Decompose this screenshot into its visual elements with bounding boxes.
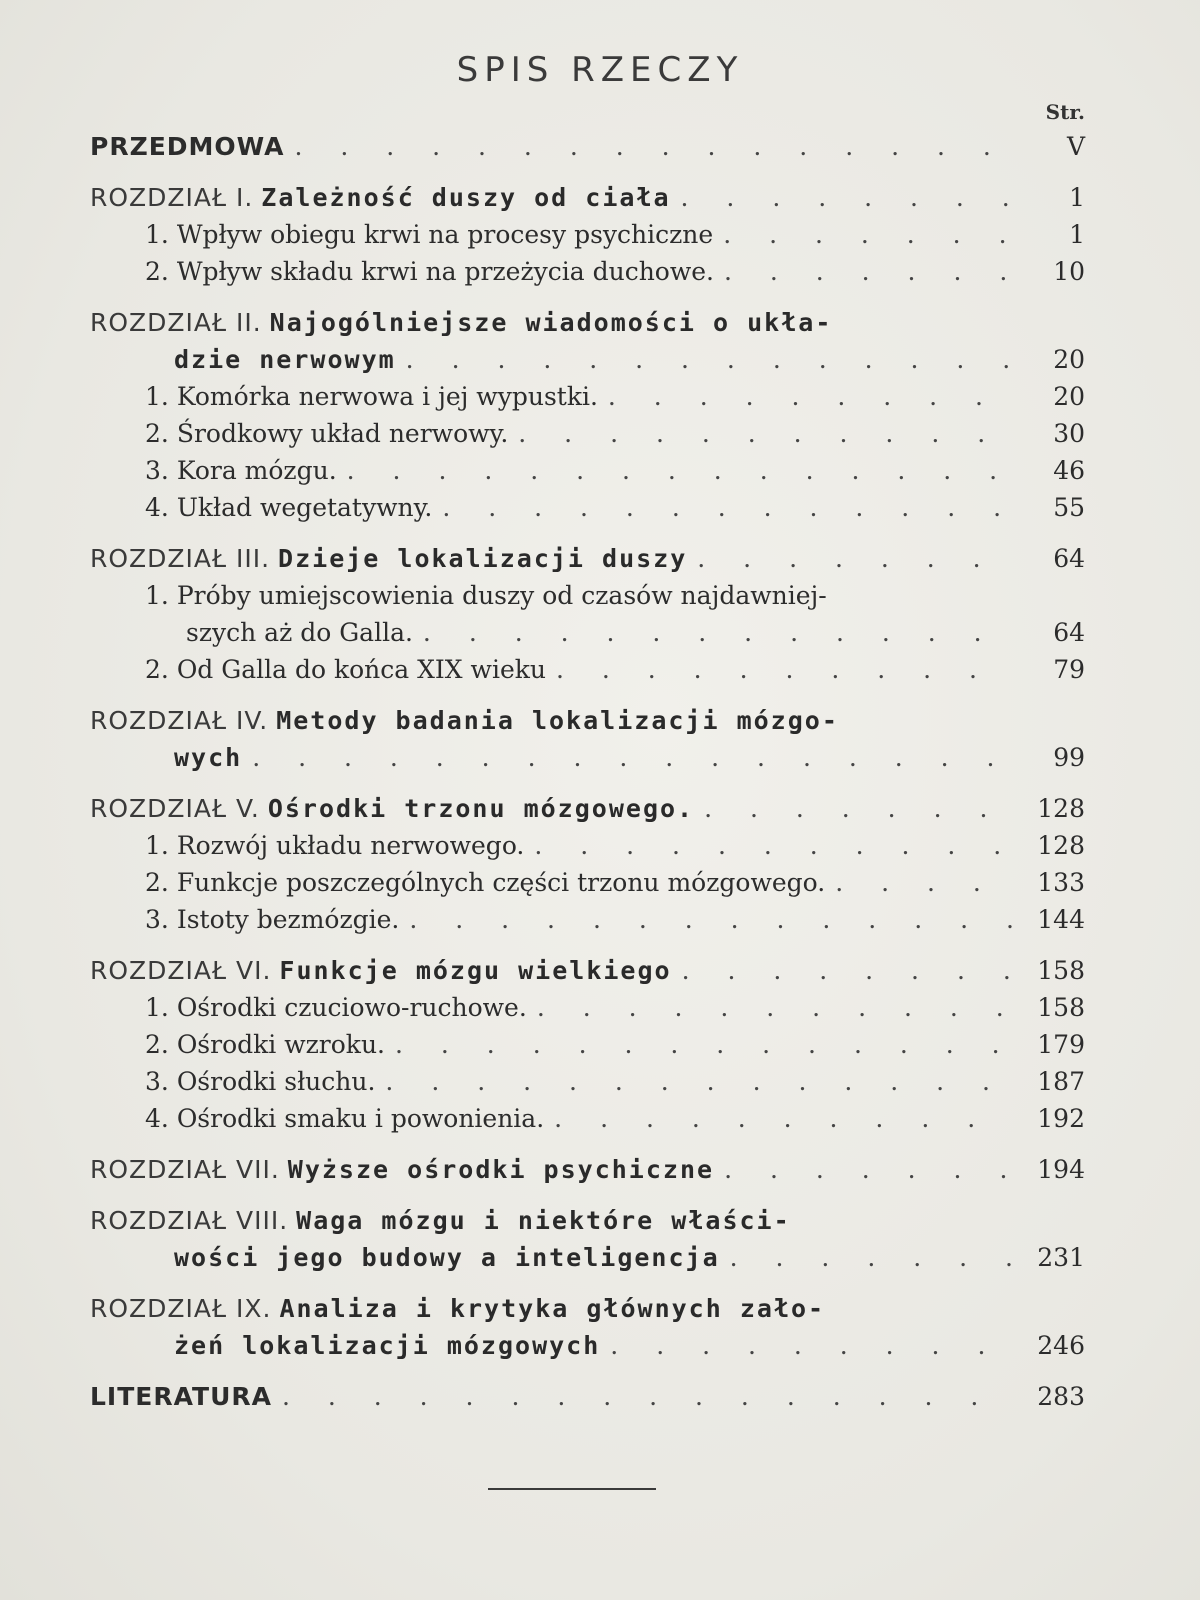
chapter-title: Zależność duszy od ciała xyxy=(261,183,671,212)
chapter-title: Dzieje lokalizacji duszy xyxy=(278,544,688,573)
closing-rule xyxy=(488,1488,656,1490)
dot-leader xyxy=(724,1151,1013,1188)
toc-chapter-9-cont xyxy=(90,1327,1085,1364)
section-title: Wpływ składu krwi na przeżycia duchowe. xyxy=(176,257,714,286)
section-number: 3. xyxy=(145,905,169,934)
dot-leader xyxy=(252,739,1013,776)
dot-leader xyxy=(395,1026,1013,1063)
toc-entry-preface xyxy=(90,128,1085,165)
section-title: Wpływ obiegu krwi na procesy psychiczne xyxy=(176,220,714,249)
chapter-label: ROZDZIAŁ IX. xyxy=(90,1294,272,1323)
section-page: 133 xyxy=(1037,868,1085,897)
toc-section xyxy=(90,1063,1085,1100)
section-number: 3. xyxy=(145,1067,169,1096)
chapter-page: 158 xyxy=(1037,956,1085,985)
toc-chapter-5 xyxy=(90,790,1085,827)
section-number: 1. xyxy=(145,382,169,411)
section-page: 55 xyxy=(1053,493,1085,522)
dot-leader xyxy=(385,1063,1013,1100)
section-page: 128 xyxy=(1037,831,1085,860)
dot-leader xyxy=(723,216,1013,253)
dot-leader xyxy=(409,901,1013,938)
chapter-page: 128 xyxy=(1037,794,1085,823)
section-page: 1 xyxy=(1069,220,1085,249)
chapter-title: Wyższe ośrodki psychiczne xyxy=(287,1155,715,1184)
section-page: 144 xyxy=(1037,905,1085,934)
dot-leader xyxy=(704,790,1013,827)
toc-section xyxy=(90,901,1085,938)
chapter-page: 20 xyxy=(1053,345,1085,374)
preface-label: PRZEDMOWA xyxy=(90,132,285,161)
chapter-label: ROZDZIAŁ VII. xyxy=(90,1155,280,1184)
section-title: Ośrodki wzroku. xyxy=(176,1030,386,1059)
chapter-page: 99 xyxy=(1053,743,1085,772)
page-title: SPIS RZECZY xyxy=(456,50,744,90)
chapter-page: 246 xyxy=(1037,1331,1085,1360)
table-of-contents xyxy=(90,128,1085,1415)
section-page: 46 xyxy=(1053,456,1085,485)
chapter-label: ROZDZIAŁ III. xyxy=(90,544,271,573)
literature-label: LITERATURA xyxy=(90,1382,272,1411)
literature-page: 283 xyxy=(1037,1382,1085,1411)
chapter-page: 1 xyxy=(1069,183,1085,212)
section-page: 64 xyxy=(1053,618,1085,647)
toc-chapter-7 xyxy=(90,1151,1085,1188)
toc-section xyxy=(90,1026,1085,1063)
toc-entry-literature xyxy=(90,1378,1085,1415)
section-title: Kora mózgu. xyxy=(176,456,337,485)
section-title: Ośrodki smaku i powonienia. xyxy=(176,1104,545,1133)
section-page: 179 xyxy=(1037,1030,1085,1059)
dot-leader xyxy=(556,651,1013,688)
toc-section xyxy=(90,452,1085,489)
section-page: 192 xyxy=(1037,1104,1085,1133)
toc-section xyxy=(90,827,1085,864)
dot-leader xyxy=(730,1239,1013,1276)
section-number: 2. xyxy=(145,419,169,448)
toc-chapter-9 xyxy=(90,1290,1085,1327)
toc-section xyxy=(90,989,1085,1026)
chapter-title: Najogólniejsze wiadomości o ukła- xyxy=(269,308,833,337)
section-title-cont: szych aż do Galla. xyxy=(186,618,413,647)
section-page: 10 xyxy=(1053,257,1085,286)
dot-leader xyxy=(534,827,1013,864)
section-title: Ośrodki słuchu. xyxy=(176,1067,376,1096)
section-number: 2. xyxy=(145,257,169,286)
section-title: Próby umiejscowienia duszy od czasów najdawniej- xyxy=(176,581,827,610)
toc-chapter-8-cont xyxy=(90,1239,1085,1276)
section-title: Układ wegetatywny. xyxy=(176,493,433,522)
section-number: 1. xyxy=(145,220,169,249)
toc-chapter-2-cont xyxy=(90,341,1085,378)
dot-leader xyxy=(724,253,1013,290)
dot-leader xyxy=(697,540,1013,577)
dot-leader xyxy=(282,1378,1013,1415)
preface-page: V xyxy=(1066,132,1085,161)
toc-section xyxy=(90,216,1085,253)
chapter-title-cont: dzie nerwowym xyxy=(174,345,396,374)
section-page: 158 xyxy=(1037,993,1085,1022)
toc-section xyxy=(90,415,1085,452)
dot-leader xyxy=(347,452,1013,489)
chapter-label: ROZDZIAŁ I. xyxy=(90,183,254,212)
section-title: Rozwój układu nerwowego. xyxy=(176,831,525,860)
chapter-label: ROZDZIAŁ V. xyxy=(90,794,260,823)
section-title: Funkcje poszczególnych części trzonu mózgowego. xyxy=(176,868,826,897)
dot-leader xyxy=(835,864,1013,901)
dot-leader xyxy=(442,489,1013,526)
section-number: 1. xyxy=(145,993,169,1022)
chapter-page: 194 xyxy=(1037,1155,1085,1184)
dot-leader xyxy=(406,341,1013,378)
section-number: 2. xyxy=(145,655,169,684)
chapter-label: ROZDZIAŁ VI. xyxy=(90,956,272,985)
chapter-label: ROZDZIAŁ II. xyxy=(90,308,262,337)
section-number: 4. xyxy=(145,493,169,522)
section-number: 4. xyxy=(145,1104,169,1133)
dot-leader xyxy=(608,378,1013,415)
chapter-label: ROZDZIAŁ IV. xyxy=(90,706,269,735)
chapter-title: Analiza i krytyka głównych zało- xyxy=(279,1294,826,1323)
toc-chapter-6 xyxy=(90,952,1085,989)
dot-leader xyxy=(518,415,1013,452)
chapter-title: Metody badania lokalizacji mózgo- xyxy=(276,706,839,735)
chapter-title: Waga mózgu i niektóre właści- xyxy=(296,1206,791,1235)
toc-chapter-2 xyxy=(90,304,1085,341)
section-title: Środkowy układ nerwowy. xyxy=(176,419,509,448)
section-number: 3. xyxy=(145,456,169,485)
section-number: 2. xyxy=(145,1030,169,1059)
section-page: 20 xyxy=(1053,382,1085,411)
toc-chapter-8 xyxy=(90,1202,1085,1239)
dot-leader xyxy=(423,614,1013,651)
section-number: 1. xyxy=(145,581,169,610)
section-title: Od Galla do końca XIX wieku xyxy=(176,655,546,684)
dot-leader xyxy=(554,1100,1013,1137)
dot-leader xyxy=(681,179,1013,216)
toc-section xyxy=(90,378,1085,415)
toc-section xyxy=(90,1100,1085,1137)
chapter-page: 64 xyxy=(1053,544,1085,573)
chapter-title-cont: wych xyxy=(174,743,243,772)
section-page: 79 xyxy=(1053,655,1085,684)
toc-section xyxy=(90,577,1085,614)
page-column-label: Str. xyxy=(1045,100,1085,124)
section-number: 1. xyxy=(145,831,169,860)
chapter-label: ROZDZIAŁ VIII. xyxy=(90,1206,289,1235)
dot-leader xyxy=(682,952,1013,989)
section-title: Ośrodki czuciowo-ruchowe. xyxy=(176,993,527,1022)
chapter-title-cont: wości jego budowy a inteligencja xyxy=(174,1243,720,1272)
dot-leader xyxy=(537,989,1013,1026)
section-page: 187 xyxy=(1037,1067,1085,1096)
chapter-title-cont: żeń lokalizacji mózgowych xyxy=(174,1331,601,1360)
toc-section xyxy=(90,489,1085,526)
chapter-title: Ośrodki trzonu mózgowego. xyxy=(267,794,695,823)
chapter-title: Funkcje mózgu wielkiego xyxy=(279,956,672,985)
toc-chapter-4-cont xyxy=(90,739,1085,776)
dot-leader xyxy=(294,128,1013,165)
section-title: Istoty bezmózgie. xyxy=(176,905,400,934)
toc-section xyxy=(90,253,1085,290)
section-page: 30 xyxy=(1053,419,1085,448)
toc-section-cont xyxy=(90,614,1085,651)
toc-chapter-3 xyxy=(90,540,1085,577)
toc-section xyxy=(90,864,1085,901)
section-title: Komórka nerwowa i jej wypustki. xyxy=(176,382,598,411)
toc-chapter-4 xyxy=(90,702,1085,739)
toc-section xyxy=(90,651,1085,688)
chapter-page: 231 xyxy=(1037,1243,1085,1272)
toc-chapter-1 xyxy=(90,179,1085,216)
section-number: 2. xyxy=(145,868,169,897)
dot-leader xyxy=(610,1327,1013,1364)
